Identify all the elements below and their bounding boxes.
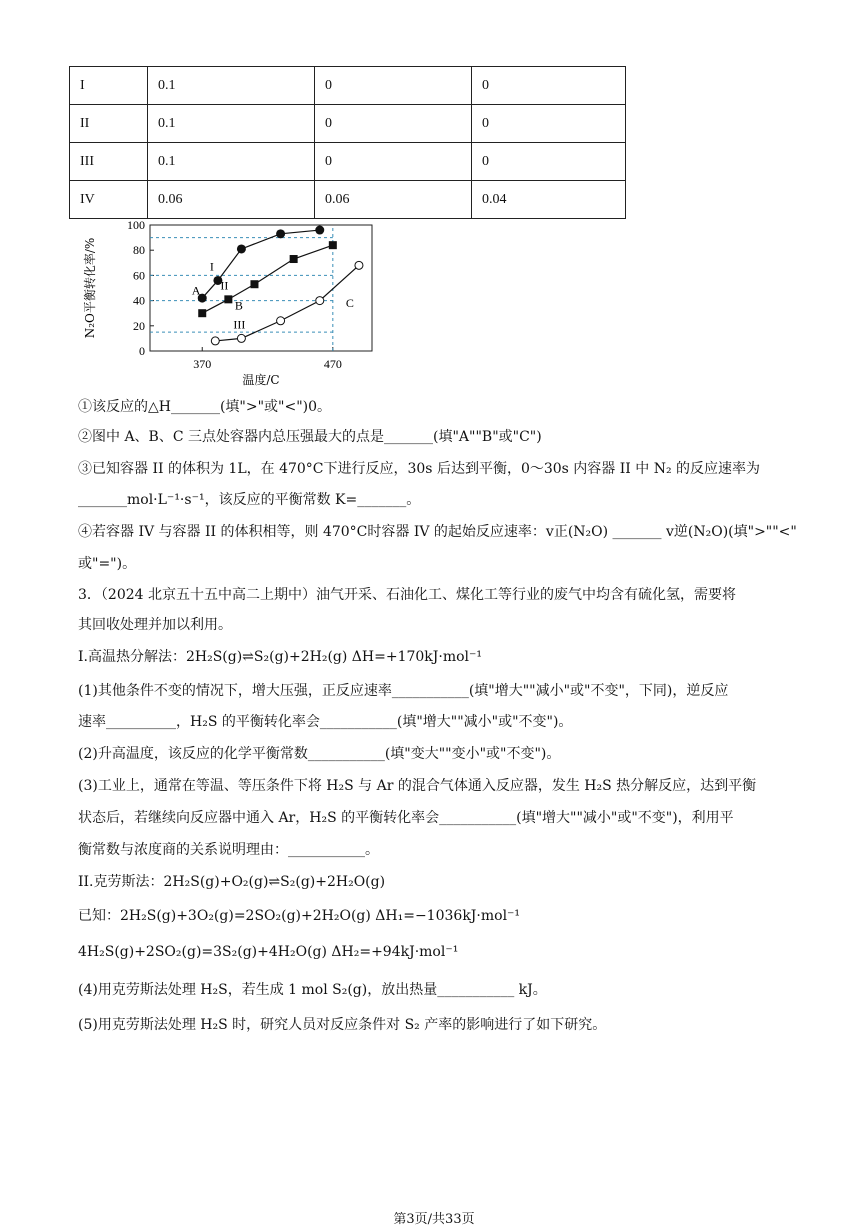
problem-3-line-1: 3．（2024 北京五十五中高二上期中）油气开采、石油化工、煤化工等行业的废气中均含有硫化氢，需要将 xyxy=(78,587,736,603)
question-3-line-1: ③已知容器 II 的体积为 1L，在 470°C下进行反应，30s 后达到平衡，0～30s 内容器 II 中 N₂ 的反应速率为 xyxy=(78,461,761,477)
sub-question-3-line-1: (3)工业上，通常在等温、等压条件下将 H₂S 与 Ar 的混合气体通入反应器，发生 H₂S 热分解反应，达到平衡 xyxy=(78,778,757,794)
table-cell: 0 xyxy=(472,143,626,181)
table-cell: 0.1 xyxy=(148,105,315,143)
sub-question-1-line-2: 速率__________，H₂S 的平衡转化率会___________(填"增大""减小"或"不变")。 xyxy=(78,714,573,730)
data-point xyxy=(316,297,324,305)
known-equation-2: 4H₂S(g)+2SO₂(g)=3S₂(g)+4H₂O(g) ΔH₂=+94kJ·mol⁻¹ xyxy=(78,944,459,960)
sub-question-4: (4)用克劳斯法处理 H₂S，若生成 1 mol S₂(g)，放出热量___________ kJ。 xyxy=(78,982,547,998)
data-point xyxy=(250,280,258,288)
data-point xyxy=(211,337,219,345)
x-axis-label: 温度/C xyxy=(242,373,280,387)
table-cell: III xyxy=(70,143,148,181)
table-cell: 0.06 xyxy=(315,181,472,219)
data-point xyxy=(237,244,246,253)
table-cell: 0 xyxy=(472,105,626,143)
sub-question-3-line-2: 状态后，若继续向反应器中通入 Ar，H₂S 的平衡转化率会___________(填"增大""减小"或"不变")，利用平 xyxy=(78,810,734,826)
data-point xyxy=(224,295,232,303)
data-point xyxy=(290,255,298,263)
sub-question-1-line-1: (1)其他条件不变的情况下，增大压强，正反应速率___________(填"增大""减小"或"不变"，下同)，逆反应 xyxy=(78,683,729,699)
y-tick-label: 60 xyxy=(133,268,145,283)
known-equation-1: 已知：2H₂S(g)+3O₂(g)=2SO₂(g)+2H₂O(g) ΔH₁=−1036kJ·mol⁻¹ xyxy=(78,908,521,924)
y-tick-label: 80 xyxy=(133,243,145,258)
sub-question-2: (2)升高温度，该反应的化学平衡常数___________(填"变大""变小"或"不变")。 xyxy=(78,746,561,762)
point-label: A xyxy=(191,283,201,298)
data-point xyxy=(329,241,337,249)
y-tick-label: 40 xyxy=(133,293,145,308)
question-2: ②图中 A、B、C 三点处容器内总压强最大的点是_______(填"A""B"或"C") xyxy=(78,429,542,445)
table-row xyxy=(70,181,626,219)
point-label: C xyxy=(345,295,354,310)
data-point xyxy=(237,334,245,342)
y-axis-label: N₂O平衡转化率/% xyxy=(83,237,97,339)
table-cell: 0.04 xyxy=(472,181,626,219)
method-1-heading: I.高温热分解法：2H₂S(g)⇌S₂(g)+2H₂(g) ΔH=+170kJ·mol⁻¹ xyxy=(78,649,483,665)
data-point xyxy=(355,261,363,269)
series-label: III xyxy=(233,317,246,332)
data-point xyxy=(198,309,206,317)
table-cell: IV xyxy=(70,181,148,219)
question-4-line-1: ④若容器 IV 与容器 II 的体积相等，则 470°C时容器 IV 的起始反应速率：v正(N₂O) _______ v逆(N₂O)(填">""<" xyxy=(78,524,797,540)
question-4-line-2: 或"=")。 xyxy=(78,556,137,572)
x-tick-label: 370 xyxy=(193,357,212,371)
y-tick-label: 20 xyxy=(133,318,145,333)
point-label: B xyxy=(234,298,243,313)
data-point xyxy=(277,317,285,325)
table-row xyxy=(70,67,626,105)
table-cell: 0 xyxy=(315,67,472,105)
table-cell: I xyxy=(70,67,148,105)
x-tick-label: 470 xyxy=(323,357,342,371)
series-label: I xyxy=(209,259,214,274)
sub-question-5: (5)用克劳斯法处理 H₂S 时，研究人员对反应条件对 S₂ 产率的影响进行了如下研究。 xyxy=(78,1017,607,1033)
question-1: ①该反应的△H_______(填">"或"<")0。 xyxy=(78,399,332,415)
problem-3-line-2: 其回收处理并加以利用。 xyxy=(78,617,232,633)
table-cell: 0.1 xyxy=(148,67,315,105)
data-point xyxy=(276,229,285,238)
table-cell: 0 xyxy=(315,143,472,181)
table-cell: 0 xyxy=(472,67,626,105)
question-3-line-2: _______mol·L⁻¹·s⁻¹，该反应的平衡常数 K=_______。 xyxy=(78,492,421,508)
table-cell: 0 xyxy=(315,105,472,143)
y-tick-label: 0 xyxy=(139,344,145,358)
page-footer: 第3页/共33页 xyxy=(393,1212,475,1227)
y-tick-label: 100 xyxy=(127,218,145,232)
table-cell: II xyxy=(70,105,148,143)
data-point xyxy=(315,226,324,235)
table-cell: 0.06 xyxy=(148,181,315,219)
conversion-chart xyxy=(78,218,388,390)
data-table xyxy=(69,66,626,219)
sub-question-3-line-3: 衡常数与浓度商的关系说明理由：___________。 xyxy=(78,842,379,858)
table-cell: 0.1 xyxy=(148,143,315,181)
series-label: II xyxy=(220,278,229,293)
table-row xyxy=(70,105,626,143)
table-row xyxy=(70,143,626,181)
method-2-heading: II.克劳斯法：2H₂S(g)+O₂(g)⇌S₂(g)+2H₂O(g) xyxy=(78,874,386,890)
